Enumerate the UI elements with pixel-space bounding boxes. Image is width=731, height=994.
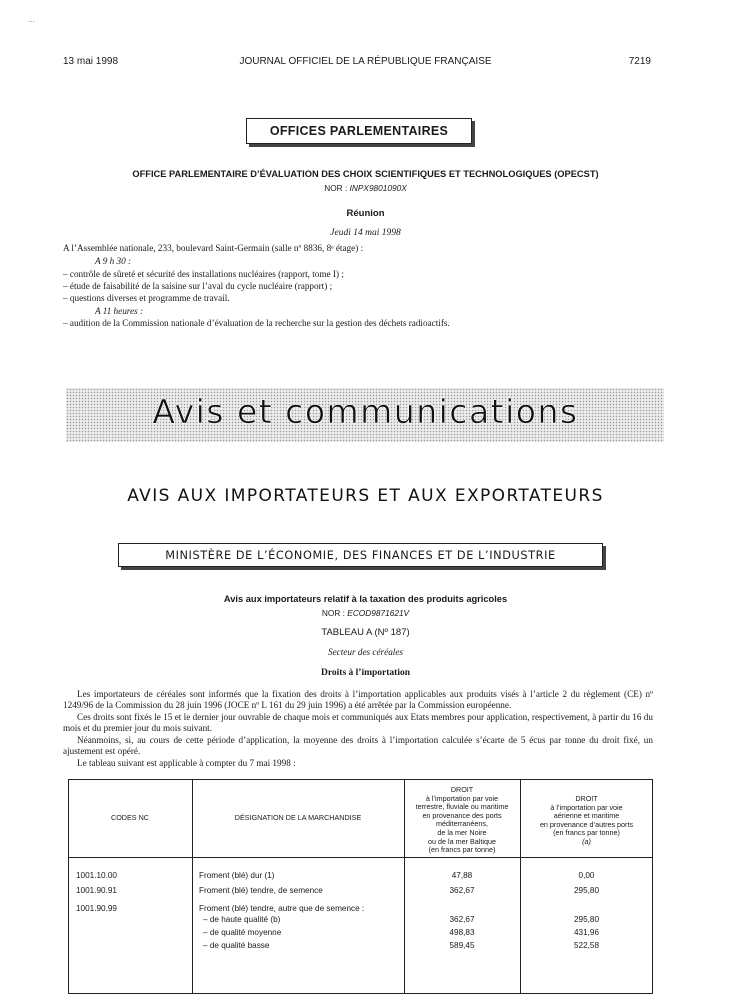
col-header-line: terrestre, fluviale ou maritime <box>415 802 509 812</box>
agenda-line: – contrôle de sûreté et sécurité des installations nucléaires (rapport, tome I) ; <box>63 269 344 279</box>
cell-droit-b: 295,80 <box>573 915 600 924</box>
header-journal-title: JOURNAL OFFICIEL DE LA RÉPUBLIQUE FRANÇAISE <box>239 56 492 67</box>
cell-droit-a: 589,45 <box>449 941 475 950</box>
droits-heading: Droits à l’importation <box>320 668 410 678</box>
col-header-line: à l’importation par voie <box>550 802 623 812</box>
cell-designation: Froment (blé) tendre, autre que de semence : <box>199 904 365 913</box>
agenda-time: A 11 heures : <box>95 306 144 316</box>
col-header-line: (a) <box>582 836 591 846</box>
col-header-line: en provenance d’autres ports <box>539 819 634 829</box>
cell-droit-a: 47,88 <box>451 871 473 880</box>
col-header-droit-a <box>404 786 520 855</box>
cell-droit-a: 498,83 <box>449 928 475 937</box>
reunion-heading: Réunion <box>346 208 385 219</box>
cell-code: 1001.10.00 <box>76 871 117 880</box>
col-header-line: aérienne et maritime <box>553 811 620 821</box>
col-header-line: (en francs par tonne) <box>553 828 620 838</box>
opecst-title: OFFICE PARLEMENTAIRE D’ÉVALUATION DES CHOIX SCIENTIFIQUES ET TECHNOLOGIQUES (OPECST) <box>132 169 599 179</box>
cell-droit-b: 522,58 <box>573 941 600 950</box>
agenda-line: – étude de faisabilité de la saisine sur l’aval du cycle nucléaire (rapport) ; <box>63 281 333 291</box>
cell-designation: – de qualité moyenne <box>203 928 282 937</box>
opecst-nor <box>0 183 731 193</box>
col-header-droit-b <box>520 795 653 847</box>
cell-designation: Froment (blé) tendre, de semence <box>199 886 323 895</box>
tableau-heading: TABLEAU A (Nº 187) <box>321 627 410 638</box>
corner-note: … <box>28 16 35 24</box>
cell-droit-a: 362,67 <box>449 886 475 895</box>
paragraph: Ces droits sont fixés le 15 et le dernier jour ouvrable de chaque mois et communiqués aux Etats membres pour application, respectivement, à partir du 16 du mois et du premier jour du mois suivant. <box>63 712 653 734</box>
secteur-heading: Secteur des céréales <box>328 647 403 657</box>
cell-code: 1001.90.99 <box>76 904 117 913</box>
agenda-line: – questions diverses et programme de travail. <box>63 293 230 303</box>
col-header-line: méditerranéens, <box>436 819 488 829</box>
nor-code: ECOD9871621V <box>347 608 410 618</box>
table-header-divider <box>68 857 653 858</box>
paragraph: Néanmoins, si, au cours de cette période d’application, la moyenne des droits à l’importation calculée s’écarte de 5 écus par tonne du droit fixé, un ajustement est opéré. <box>63 735 653 757</box>
offices-section-box: OFFICES PARLEMENTAIRES <box>246 118 472 144</box>
cell-designation: Froment (blé) dur (1) <box>199 871 275 880</box>
col-header-designation: DÉSIGNATION DE LA MARCHANDISE <box>234 813 362 822</box>
agenda-line: A l’Assemblée nationale, 233, boulevard Saint-Germain (salle nº 8836, 8ᵉ étage) : <box>63 243 364 253</box>
cell-droit-b: 431,96 <box>573 928 600 937</box>
notice-title: Avis aux importateurs relatif à la taxation des produits agricoles <box>223 594 508 604</box>
agenda-time: A 9 h 30 : <box>95 256 132 266</box>
col-header-line: en provenance des ports <box>422 810 502 820</box>
col-header-line: ou de la mer Baltique <box>428 836 496 846</box>
cell-droit-b: 295,80 <box>573 886 600 895</box>
cell-droit-a: 362,67 <box>449 915 475 924</box>
paragraph: Les importateurs de céréales sont informés que la fixation des droits à l’importation applicables aux produits visés à l’article 2 du règlement (CE) nº 1249/96 de la Commission du 28 juin 1996 (JOCE nº L 161 du 29 juin 1996) a été arrêtée par la Commission européenne. <box>63 689 653 711</box>
col-header-line: de la mer Noire <box>437 827 487 837</box>
notice-nor <box>0 608 731 618</box>
cell-designation: – de haute qualité (b) <box>203 915 281 924</box>
avis-section-title: AVIS AUX IMPORTATEURS ET AUX EXPORTATEURS <box>127 486 604 506</box>
cell-designation: – de qualité basse <box>203 941 270 950</box>
nor-code: INPX9801090X <box>349 183 407 193</box>
ministere-box: MINISTÈRE DE L’ÉCONOMIE, DES FINANCES ET DE L’INDUSTRIE <box>118 543 603 567</box>
banner-title: Avis et communications <box>152 392 579 431</box>
nor-label: NOR : <box>321 608 345 618</box>
col-header-line: DROIT <box>450 785 474 794</box>
agenda-line: – audition de la Commission nationale d’évaluation de la recherche sur la gestion des déchets radioactifs. <box>63 318 450 328</box>
cell-code: 1001.90.91 <box>76 886 117 895</box>
col-header-line: (en francs par tonne) <box>428 845 496 855</box>
col-header-line: DROIT <box>575 794 598 803</box>
col-header-codes: CODES NC <box>111 813 149 822</box>
paragraph: Le tableau suivant est applicable à compter du 7 mai 1998 : <box>77 758 296 768</box>
cell-droit-b: 0,00 <box>578 871 595 880</box>
header-date: 13 mai 1998 <box>63 56 119 67</box>
header-page-number: 7219 <box>628 56 651 67</box>
table-col-divider <box>192 779 193 994</box>
reunion-date: Jeudi 14 mai 1998 <box>330 228 401 238</box>
col-header-line: à l’importation par voie <box>425 793 499 803</box>
nor-label: NOR : <box>324 183 348 193</box>
